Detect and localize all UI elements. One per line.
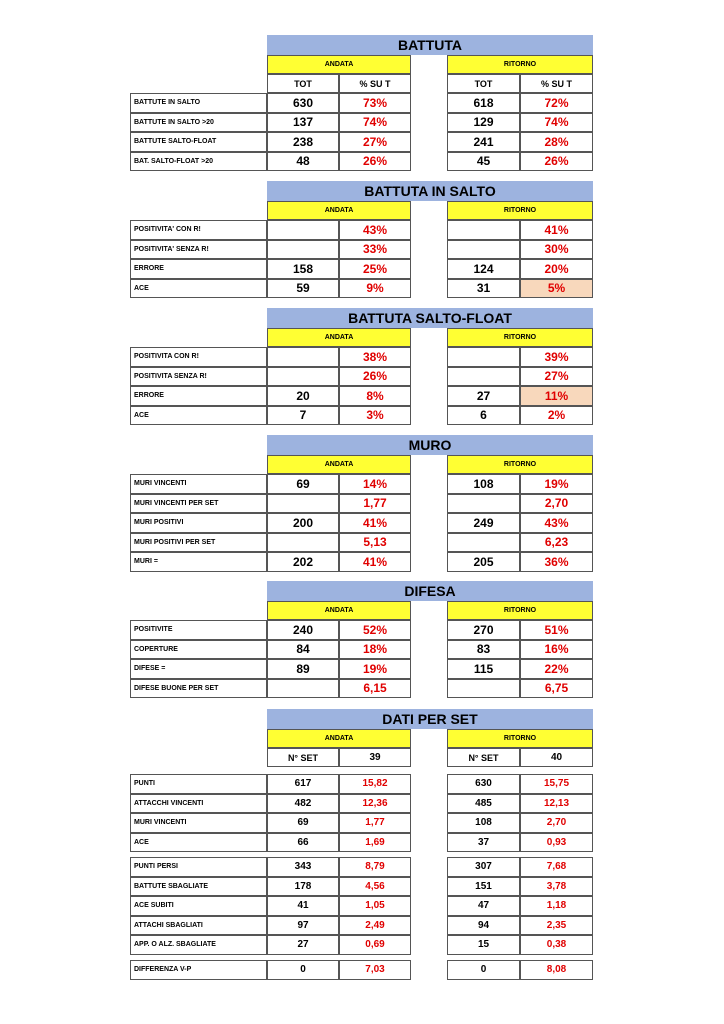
ritorno-tot: 108: [447, 813, 520, 833]
andata-tot: 59: [267, 279, 339, 299]
andata-value: 9%: [339, 279, 411, 299]
andata-tot: 7: [267, 406, 339, 426]
row-label: BAT. SALTO-FLOAT >20: [130, 152, 267, 172]
andata-value: 74%: [339, 113, 411, 133]
row-label: ACE: [130, 833, 267, 853]
ritorno-tot: [447, 240, 520, 260]
ritorno-value: 2,70: [520, 494, 593, 514]
ritorno-value: 12,13: [520, 794, 593, 814]
andata-value: 7,03: [339, 960, 411, 980]
andata-value: 0,69: [339, 935, 411, 955]
row-label: ERRORE: [130, 259, 267, 279]
row-label: ACE SUBITI: [130, 896, 267, 916]
ritorno-value: 3,78: [520, 877, 593, 897]
ritorno-tot: 270: [447, 620, 520, 640]
andata-value: 1,05: [339, 896, 411, 916]
ritorno-tot: 630: [447, 774, 520, 794]
andata-tot: [267, 533, 339, 553]
row-label: POSITIVITE: [130, 620, 267, 640]
row-label: DIFESE BUONE PER SET: [130, 679, 267, 699]
andata-header: ANDATA: [267, 729, 411, 748]
ritorno-tot: [447, 347, 520, 367]
andata-value: 38%: [339, 347, 411, 367]
section-title: BATTUTA SALTO-FLOAT: [267, 308, 593, 328]
row-label: POSITIVITA' SENZA R!: [130, 240, 267, 260]
andata-value: 6,15: [339, 679, 411, 699]
row-label: ERRORE: [130, 386, 267, 406]
row-label: BATTUTE IN SALTO >20: [130, 113, 267, 133]
ritorno-header: RITORNO: [447, 328, 593, 347]
ritorno-tot: 6: [447, 406, 520, 426]
row-label: POSITIVITA CON R!: [130, 347, 267, 367]
andata-value: 52%: [339, 620, 411, 640]
section-title: DATI PER SET: [267, 709, 593, 729]
ritorno-value: 22%: [520, 659, 593, 679]
row-label: BATTUTE IN SALTO: [130, 93, 267, 113]
row-label: MURI VINCENTI PER SET: [130, 494, 267, 514]
ritorno-tot: 108: [447, 474, 520, 494]
row-label: ATTACHI SBAGLIATI: [130, 916, 267, 936]
ritorno-value: 15,75: [520, 774, 593, 794]
andata-tot: 48: [267, 152, 339, 172]
pct-header: % SU T: [520, 74, 593, 93]
andata-value: 73%: [339, 93, 411, 113]
ritorno-header: RITORNO: [447, 729, 593, 748]
ritorno-header: RITORNO: [447, 201, 593, 220]
ritorno-header: RITORNO: [447, 601, 593, 620]
andata-value: 1,77: [339, 813, 411, 833]
row-label: MURI VINCENTI: [130, 474, 267, 494]
ritorno-tot: [447, 494, 520, 514]
andata-tot: 69: [267, 474, 339, 494]
andata-value: 1,77: [339, 494, 411, 514]
andata-tot: 617: [267, 774, 339, 794]
ritorno-value: 28%: [520, 132, 593, 152]
andata-value: 8%: [339, 386, 411, 406]
andata-value: 26%: [339, 367, 411, 387]
section-title: MURO: [267, 435, 593, 455]
ritorno-tot: [447, 367, 520, 387]
ritorno-value: 74%: [520, 113, 593, 133]
row-label: POSITIVITA SENZA R!: [130, 367, 267, 387]
ritorno-value: 8,08: [520, 960, 593, 980]
andata-value: 43%: [339, 220, 411, 240]
row-label: COPERTURE: [130, 640, 267, 660]
andata-tot: [267, 220, 339, 240]
ritorno-tot: 249: [447, 513, 520, 533]
andata-tot: 200: [267, 513, 339, 533]
section-title: BATTUTA IN SALTO: [267, 181, 593, 201]
andata-tot: 69: [267, 813, 339, 833]
ritorno-value: 0,93: [520, 833, 593, 853]
row-label: ACE: [130, 279, 267, 299]
row-label: ATTACCHI VINCENTI: [130, 794, 267, 814]
ritorno-value: 0,38: [520, 935, 593, 955]
row-label: POSITIVITA' CON R!: [130, 220, 267, 240]
andata-tot: 178: [267, 877, 339, 897]
ritorno-value: 2%: [520, 406, 593, 426]
row-label: MURI VINCENTI: [130, 813, 267, 833]
andata-tot: [267, 240, 339, 260]
ritorno-tot: 124: [447, 259, 520, 279]
tot-header: TOT: [447, 74, 520, 93]
ritorno-tot: [447, 679, 520, 699]
ritorno-value: 6,23: [520, 533, 593, 553]
andata-value: 3%: [339, 406, 411, 426]
ritorno-value: 11%: [520, 386, 593, 406]
row-label: MURI =: [130, 552, 267, 572]
ritorno-header: RITORNO: [447, 455, 593, 474]
ritorno-value: 43%: [520, 513, 593, 533]
ritorno-tot: 307: [447, 857, 520, 877]
ritorno-value: 20%: [520, 259, 593, 279]
ritorno-value: 72%: [520, 93, 593, 113]
ritorno-tot: 205: [447, 552, 520, 572]
ritorno-tot: 83: [447, 640, 520, 660]
andata-tot: 630: [267, 93, 339, 113]
andata-tot: [267, 679, 339, 699]
ritorno-tot: 31: [447, 279, 520, 299]
ritorno-tot: 151: [447, 877, 520, 897]
andata-value: 26%: [339, 152, 411, 172]
andata-tot: 66: [267, 833, 339, 853]
andata-tot: 41: [267, 896, 339, 916]
andata-tot: [267, 347, 339, 367]
andata-header: ANDATA: [267, 601, 411, 620]
ritorno-value: 19%: [520, 474, 593, 494]
row-label: PUNTI: [130, 774, 267, 794]
ritorno-sets: 40: [520, 748, 593, 767]
row-label: BATTUTE SBAGLIATE: [130, 877, 267, 897]
andata-tot: [267, 494, 339, 514]
andata-tot: [267, 367, 339, 387]
row-label: MURI POSITIVI PER SET: [130, 533, 267, 553]
section-title: BATTUTA: [267, 35, 593, 55]
ritorno-tot: [447, 220, 520, 240]
andata-tot: 343: [267, 857, 339, 877]
ritorno-tot: [447, 533, 520, 553]
andata-tot: 20: [267, 386, 339, 406]
andata-value: 14%: [339, 474, 411, 494]
andata-header: ANDATA: [267, 55, 411, 74]
row-label: BATTUTE SALTO-FLOAT: [130, 132, 267, 152]
ritorno-tot: 485: [447, 794, 520, 814]
andata-value: 8,79: [339, 857, 411, 877]
ritorno-tot: 618: [447, 93, 520, 113]
n-set-header: N° SET: [267, 748, 339, 767]
row-label: DIFFERENZA V-P: [130, 960, 267, 980]
andata-tot: 27: [267, 935, 339, 955]
row-label: DIFESE =: [130, 659, 267, 679]
ritorno-value: 16%: [520, 640, 593, 660]
pct-header: % SU T: [339, 74, 411, 93]
andata-value: 1,69: [339, 833, 411, 853]
ritorno-value: 39%: [520, 347, 593, 367]
andata-tot: 97: [267, 916, 339, 936]
ritorno-tot: 27: [447, 386, 520, 406]
andata-sets: 39: [339, 748, 411, 767]
andata-value: 5,13: [339, 533, 411, 553]
ritorno-value: 27%: [520, 367, 593, 387]
ritorno-value: 1,18: [520, 896, 593, 916]
andata-tot: 0: [267, 960, 339, 980]
ritorno-tot: 15: [447, 935, 520, 955]
ritorno-value: 2,70: [520, 813, 593, 833]
andata-value: 25%: [339, 259, 411, 279]
andata-tot: 482: [267, 794, 339, 814]
ritorno-tot: 241: [447, 132, 520, 152]
ritorno-value: 5%: [520, 279, 593, 299]
andata-tot: 238: [267, 132, 339, 152]
ritorno-header: RITORNO: [447, 55, 593, 74]
andata-tot: 202: [267, 552, 339, 572]
andata-header: ANDATA: [267, 201, 411, 220]
andata-value: 41%: [339, 552, 411, 572]
n-set-header: N° SET: [447, 748, 520, 767]
andata-tot: 137: [267, 113, 339, 133]
ritorno-value: 6,75: [520, 679, 593, 699]
andata-value: 18%: [339, 640, 411, 660]
ritorno-value: 2,35: [520, 916, 593, 936]
andata-header: ANDATA: [267, 328, 411, 347]
ritorno-value: 26%: [520, 152, 593, 172]
andata-tot: 89: [267, 659, 339, 679]
andata-tot: 240: [267, 620, 339, 640]
andata-value: 41%: [339, 513, 411, 533]
tot-header: TOT: [267, 74, 339, 93]
ritorno-value: 30%: [520, 240, 593, 260]
andata-value: 33%: [339, 240, 411, 260]
andata-value: 19%: [339, 659, 411, 679]
row-label: APP. O ALZ. SBAGLIATE: [130, 935, 267, 955]
ritorno-tot: 0: [447, 960, 520, 980]
row-label: ACE: [130, 406, 267, 426]
section-title: DIFESA: [267, 581, 593, 601]
ritorno-tot: 129: [447, 113, 520, 133]
andata-value: 2,49: [339, 916, 411, 936]
andata-tot: 84: [267, 640, 339, 660]
ritorno-tot: 47: [447, 896, 520, 916]
row-label: MURI POSITIVI: [130, 513, 267, 533]
ritorno-tot: 37: [447, 833, 520, 853]
ritorno-value: 51%: [520, 620, 593, 640]
ritorno-tot: 94: [447, 916, 520, 936]
andata-value: 4,56: [339, 877, 411, 897]
andata-header: ANDATA: [267, 455, 411, 474]
ritorno-tot: 45: [447, 152, 520, 172]
row-label: PUNTI PERSI: [130, 857, 267, 877]
ritorno-tot: 115: [447, 659, 520, 679]
ritorno-value: 7,68: [520, 857, 593, 877]
andata-value: 27%: [339, 132, 411, 152]
andata-value: 15,82: [339, 774, 411, 794]
andata-tot: 158: [267, 259, 339, 279]
andata-value: 12,36: [339, 794, 411, 814]
ritorno-value: 41%: [520, 220, 593, 240]
ritorno-value: 36%: [520, 552, 593, 572]
